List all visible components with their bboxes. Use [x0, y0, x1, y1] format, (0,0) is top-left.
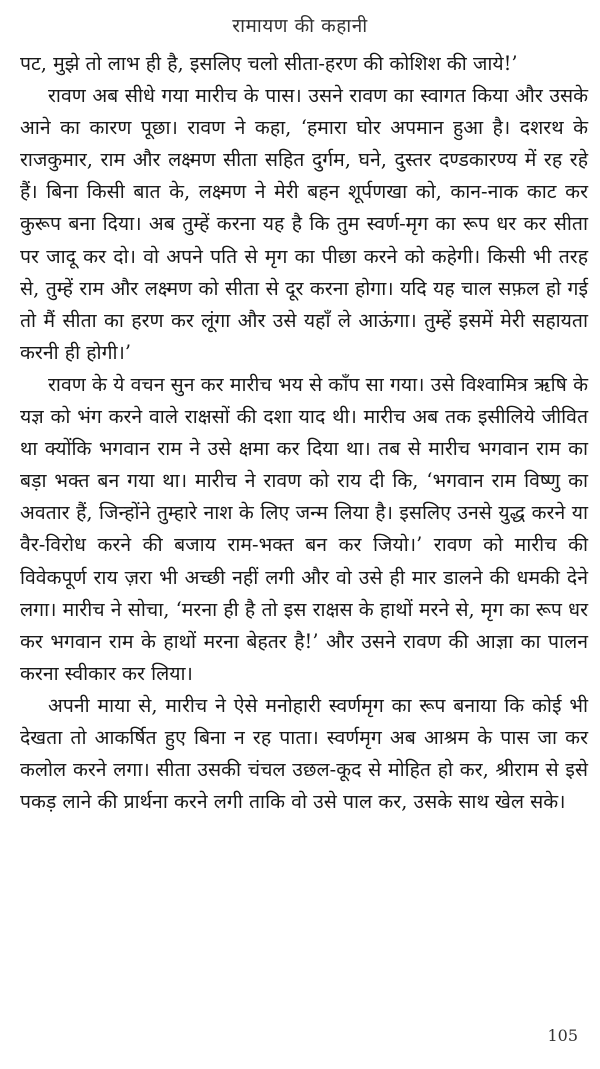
- running-header: रामायण की कहानी: [232, 15, 368, 37]
- paragraph: रावण के ये वचन सुन कर मारीच भय से काँप सा गया। उसे विश्वामित्र ऋषि के यज्ञ को भंग करने वाले राक्षसों की दशा याद थी। मारीच अब तक इसीलिये जीवित था क्योंकि भगवान राम ने उसे क्षमा कर दिया था। तब से मारीच भगवान राम का बड़ा भक्त बन गया था। मारीच ने रावण को राय दी कि, ‘भगवान राम विष्णु का अवतार हैं, जिन्होंने तुम्हारे नाश के लिए जन्म लिया है। इसलिए उनसे युद्ध करने या वैर-विरोध करने की बजाय राम-भक्त बन कर जियो।’ रावण को मारीच की विवेकपूर्ण राय ज़रा भी अच्छी नहीं लगी और वो उसे ही मार डालने की धमकी देने लगा। मारीच ने सोचा, ‘मरना ही है तो इस राक्षस के हाथों मरने से, मृग का रूप धर कर भगवान राम के हाथों मरना बेहतर है!’ और उसने रावण की आज्ञा का पालन करना स्वीकार कर लिया।: [20, 372, 588, 685]
- paragraph: अपनी माया से, मारीच ने ऐसे मनोहारी स्वर्णमृग का रूप बनाया कि कोई भी देखता तो आकर्षित हुए बिना न रह पाता। स्वर्णमृग अब आश्रम के पास जा कर कलोल करने लगा। सीता उसकी चंचल उछल-कूद से मोहित हो कर, श्रीराम से इसे पकड़ लाने की प्रार्थना करने लगी ताकि वो उसे पाल कर, उसके साथ खेल सके।: [20, 693, 588, 814]
- paragraph-continuation: पट, मुझे तो लाभ ही है, इसलिए चलो सीता-हरण की कोशिश की जाये!’: [20, 52, 518, 75]
- page-number: 105: [547, 1026, 578, 1045]
- body-text: [20, 48, 588, 818]
- paragraph: रावण अब सीधे गया मारीच के पास। उसने रावण का स्वागत किया और उसके आने का कारण पूछा। रावण ने कहा, ‘हमारा घोर अपमान हुआ है। दशरथ के राजकुमार, राम और लक्ष्मण सीता सहित दुर्गम, घने, दुस्तर दण्डकारण्य में रह रहे हैं। बिना किसी बात के, लक्ष्मण ने मेरी बहन शूर्पणखा को, कान-नाक काट कर कुरूप बना दिया। अब तुम्हें करना यह है कि तुम स्वर्ण-मृग का रूप धर कर सीता पर जादू कर दो। वो अपने पति से मृग का पीछा करने को कहेगी। किसी भी तरह से, तुम्हें राम और लक्ष्मण को सीता से दूर करना होगा। यदि यह चाल सफ़ल हो गई तो मैं सीता का हरण कर लूंगा और उसे यहाँ ले आऊंगा। तुम्हें इसमें मेरी सहायता करनी ही होगी।’: [20, 84, 588, 364]
